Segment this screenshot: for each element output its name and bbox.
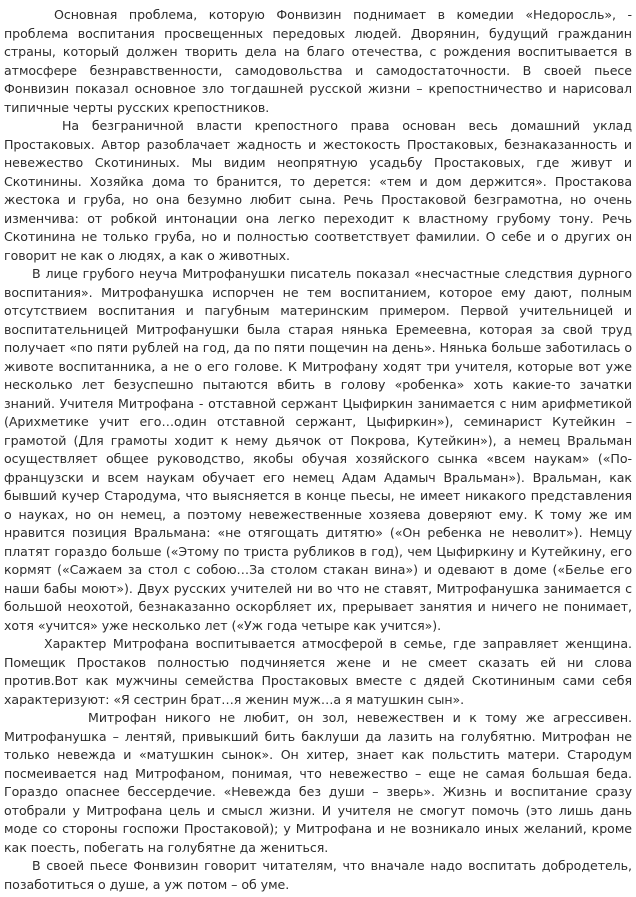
- essay-text-page: [4, 6, 632, 894]
- paragraph-serfdom-household: На безграничной власти крепостного права основан весь домашний уклад Простаковых. Автор разоблачает жадность и жестокость Простаковых, безнаказанность и невежество Скотининых. Мы видим неопрятную усадьбу Простаковых, где живут и Скотинины. Хозяйка дома то бранится, то дерется: «тем и дом держится». Простакова жестока и груба, но она безумно любит сына. Речь Простаковой безграмотна, но очень изменчива: от робкой интонации она легко переходит к властному грубому тону. Речь Скотинина не только груба, но и полностью соответствует фамилии. О себе и о других он говорит не как о людях, а как о животных.: [4, 118, 632, 263]
- paragraph-mitrofanushka-education: В лице грубого неуча Митрофанушки писатель показал «несчастные следствия дурного воспитания». Митрофанушка испорчен не тем воспитанием, которое ему дают, полным отсутствием воспитания и пагубным материнским примером. Первой учительницей и воспитательницей Митрофанушки была старая нянька Еремеевна, которая за свой труд получает «по пяти рублей на год, да по пяти пощечин на день». Нянька больше заботилась о животе воспитанника, а не о его голове. К Митрофану ходят три учителя, которые вот уже несколько лет безуспешно пытаются вбить в голову «робенка» хоть какие-то зачатки знаний. Учителя Митрофана - отставной сержант Цыфиркин занимается с ним арифметикой (Арихметике учит его…один отставной сержант, Цыфиркин»), семинарист Кутейкин – грамотой (Для грамоты ходит к нему дьячок от Покрова, Кутейкин»), а немец Вральман осуществляет общее руководство, якобы обучая хозяйского сынка «всем наукам» («По-французски и всем наукам обучает его немец Адам Адамыч Вральман»). Вральман, как бывший кучер Стародума, что выясняется в конце пьесы, не имеет никакого представления о науках, но он немец, а поэтому невежественные хозяева доверяют ему. К тому же им нравится позиция Вральмана: «не отягощать дитятю» («Он ребенка не неволит»). Немцу платят гораздо больше («Этому по триста рубликов в год), чем Цыфиркину и Кутейкину, его кормят («Сажаем за стол с собою…За столом стакан вина») и одевают в доме («Белье его наши бабы моют»). Двух русских учителей ни во что не ставят, Митрофанушка занимается с большой неохотой, безнаказанно оскорбляет их, прерывает занятия и ничего не понимает, хотя «учится» уже несколько лет («Уж года четыре как учится»).: [4, 266, 632, 633]
- paragraph-conclusion: В своей пьесе Фонвизин говорит читателям, что вначале надо воспитать добродетель, позаботиться о душе, а уж потом – об уме.: [4, 858, 632, 892]
- paragraph-main-problem: Основная проблема, которую Фонвизин поднимает в комедии «Недоросль», - проблема воспитания просвещенных передовых людей. Дворянин, будущий гражданин страны, который должен творить дела на благо отечества, с рождения воспитывается в атмосфере безнравственности, самодовольства и самодостаточности. В своей пьесе Фонвизин показал основное зло тогдашней русской жизни – крепостничество и нарисовал типичные черты русских крепостников.: [4, 7, 632, 115]
- paragraph-family-atmosphere: Характер Митрофана воспитывается атмосферой в семье, где заправляет женщина. Помещик Простаков полностью подчиняется жене и не смеет сказать ей ни слова против.Вот как мужчины семейства Простаковых вместе с дядей Скотининым сами себя характеризуют: «Я сестрин брат…я женин муж…а я матушкин сын».: [4, 636, 632, 707]
- paragraph-mitrofan-character: Митрофан никого не любит, он зол, невежествен и к тому же агрессивен. Митрофанушка – лентяй, привыкший бить баклуши да лазить на голубятню. Митрофан не только невежда и «матушкин сынок». Он хитер, знает как польстить матери. Стародум посмеивается над Митрофаном, понимая, что невежество – еще не самая большая беда. Гораздо опаснее бессердечие. «Невежда без души – зверь». Жизнь и воспитание сразу отобрали у Митрофана цель и смысл жизни. И учителя не смогут помочь (это лишь дань моде со стороны госпожи Простаковой); у Митрофана и не возникало иных желаний, кроме как поесть, побегать на голубятне да жениться.: [4, 710, 632, 855]
